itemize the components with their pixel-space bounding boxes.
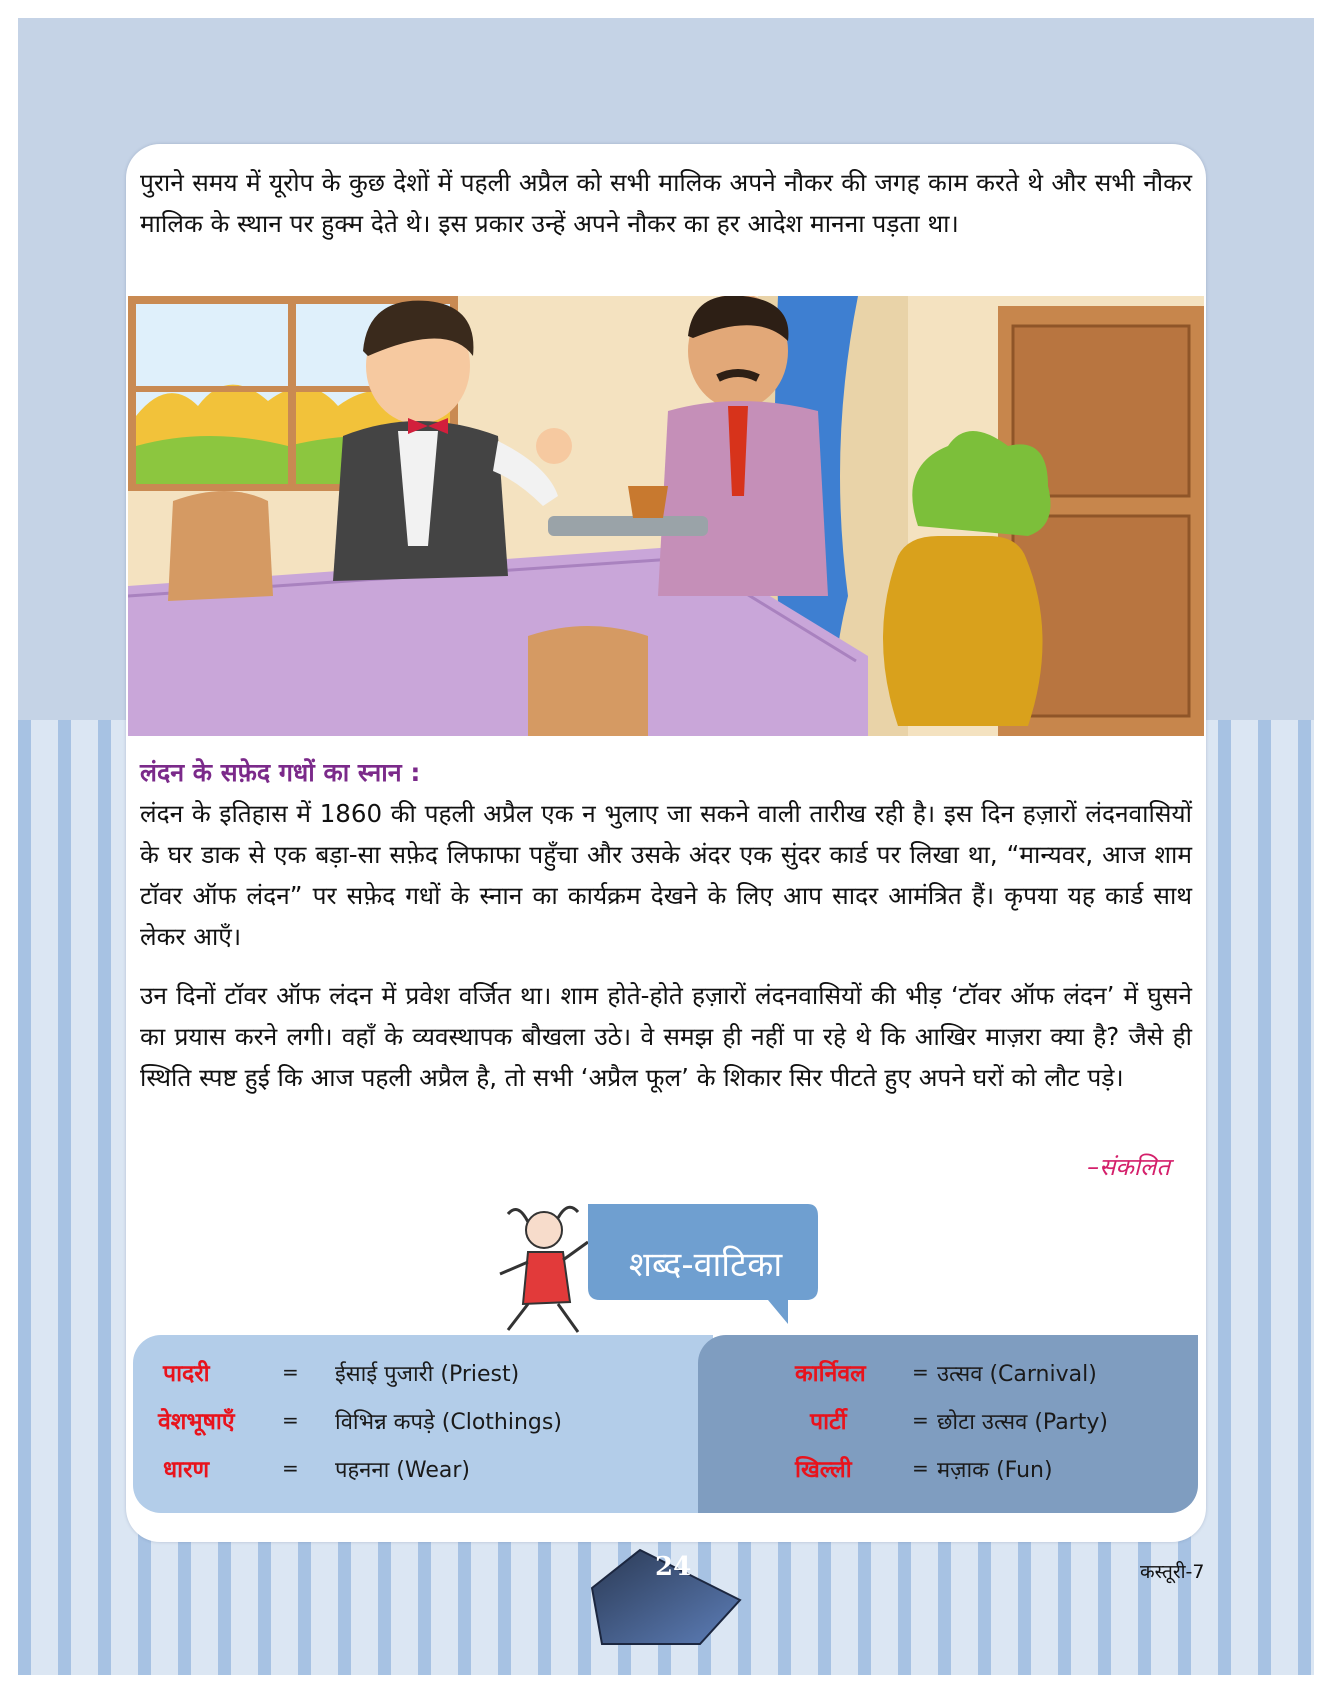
- vocab-equals: =: [912, 1360, 929, 1384]
- vocab-equals: =: [282, 1408, 299, 1432]
- vocab-word: धारण: [163, 1457, 210, 1483]
- vocab-word: कार्निवल: [795, 1361, 866, 1387]
- shabd-vatika-label: शब्द-वाटिका: [628, 1245, 783, 1285]
- illustration-master-servant: [128, 296, 1204, 736]
- vocab-meaning: विभिन्न कपड़े (Clothings): [335, 1410, 562, 1435]
- vocab-equals: =: [282, 1456, 299, 1480]
- vocab-word: वेशभूषाएँ: [158, 1409, 235, 1435]
- intro-paragraph: पुराने समय में यूरोप के कुछ देशों में पहली अप्रैल को सभी मालिक अपने नौकर की जगह काम करते थे और सभी नौकर मालिक के स्थान पर हुक्म देते थे। इस प्रकार उन्हें अपने नौकर का हर आदेश मानना पड़ता था।: [140, 168, 1192, 238]
- vocab-word: पार्टी: [810, 1409, 847, 1435]
- vocab-meaning: मज़ाक (Fun): [937, 1458, 1053, 1483]
- section-heading: लंदन के सफ़ेद गधों का स्नान :: [140, 758, 421, 787]
- book-name: कस्तूरी-7: [1140, 1561, 1205, 1583]
- vocab-equals: =: [912, 1456, 929, 1480]
- attribution: –संकलित: [1087, 1153, 1170, 1181]
- paragraph-2: उन दिनों टॉवर ऑफ लंदन में प्रवेश वर्जित था। शाम होते-होते हज़ारों लंदनवासियों की भीड़ ‘टॉवर ऑफ लंदन’ में घुसने का प्रयास करने लगी। वहाँ के व्यवस्थापक बौखला उठे। वे समझ ही नहीं पा रहे थे कि आखिर माज़रा क्या है? जैसे ही स्थिति स्पष्ट हुई कि आज पहली अप्रैल है, तो सभी ‘अप्रैल फूल’ के शिकार सिर पीटते हुए अपने घरों को लौट पड़े।: [140, 981, 1192, 1092]
- vocab-meaning: ईसाई पुजारी (Priest): [335, 1362, 520, 1387]
- vocab-meaning: पहनना (Wear): [335, 1458, 470, 1483]
- vocab-meaning: छोटा उत्सव (Party): [937, 1410, 1108, 1435]
- vocab-equals: =: [282, 1360, 299, 1384]
- page-number: 24: [655, 1552, 692, 1582]
- vocab-meaning: उत्सव (Carnival): [937, 1362, 1097, 1387]
- paragraph-1: लंदन के इतिहास में 1860 की पहली अप्रैल एक न भुलाए जा सकने वाली तारीख रही है। इस दिन हज़ारों लंदनवासियों के घर डाक से एक बड़ा-सा सफ़ेद लिफाफा पहुँचा और उसके अंदर एक सुंदर कार्ड पर लिखा था, “मान्यवर, आज शाम टॉवर ऑफ लंदन” पर सफ़ेद गधों के स्नान का कार्यक्रम देखने के लिए आप सादर आमंत्रित हैं। कृपया यह कार्ड साथ लेकर आएँ।: [140, 799, 1192, 951]
- vocab-word: खिल्ली: [795, 1457, 852, 1483]
- vocab-equals: =: [912, 1408, 929, 1432]
- vocab-word: पादरी: [163, 1361, 210, 1387]
